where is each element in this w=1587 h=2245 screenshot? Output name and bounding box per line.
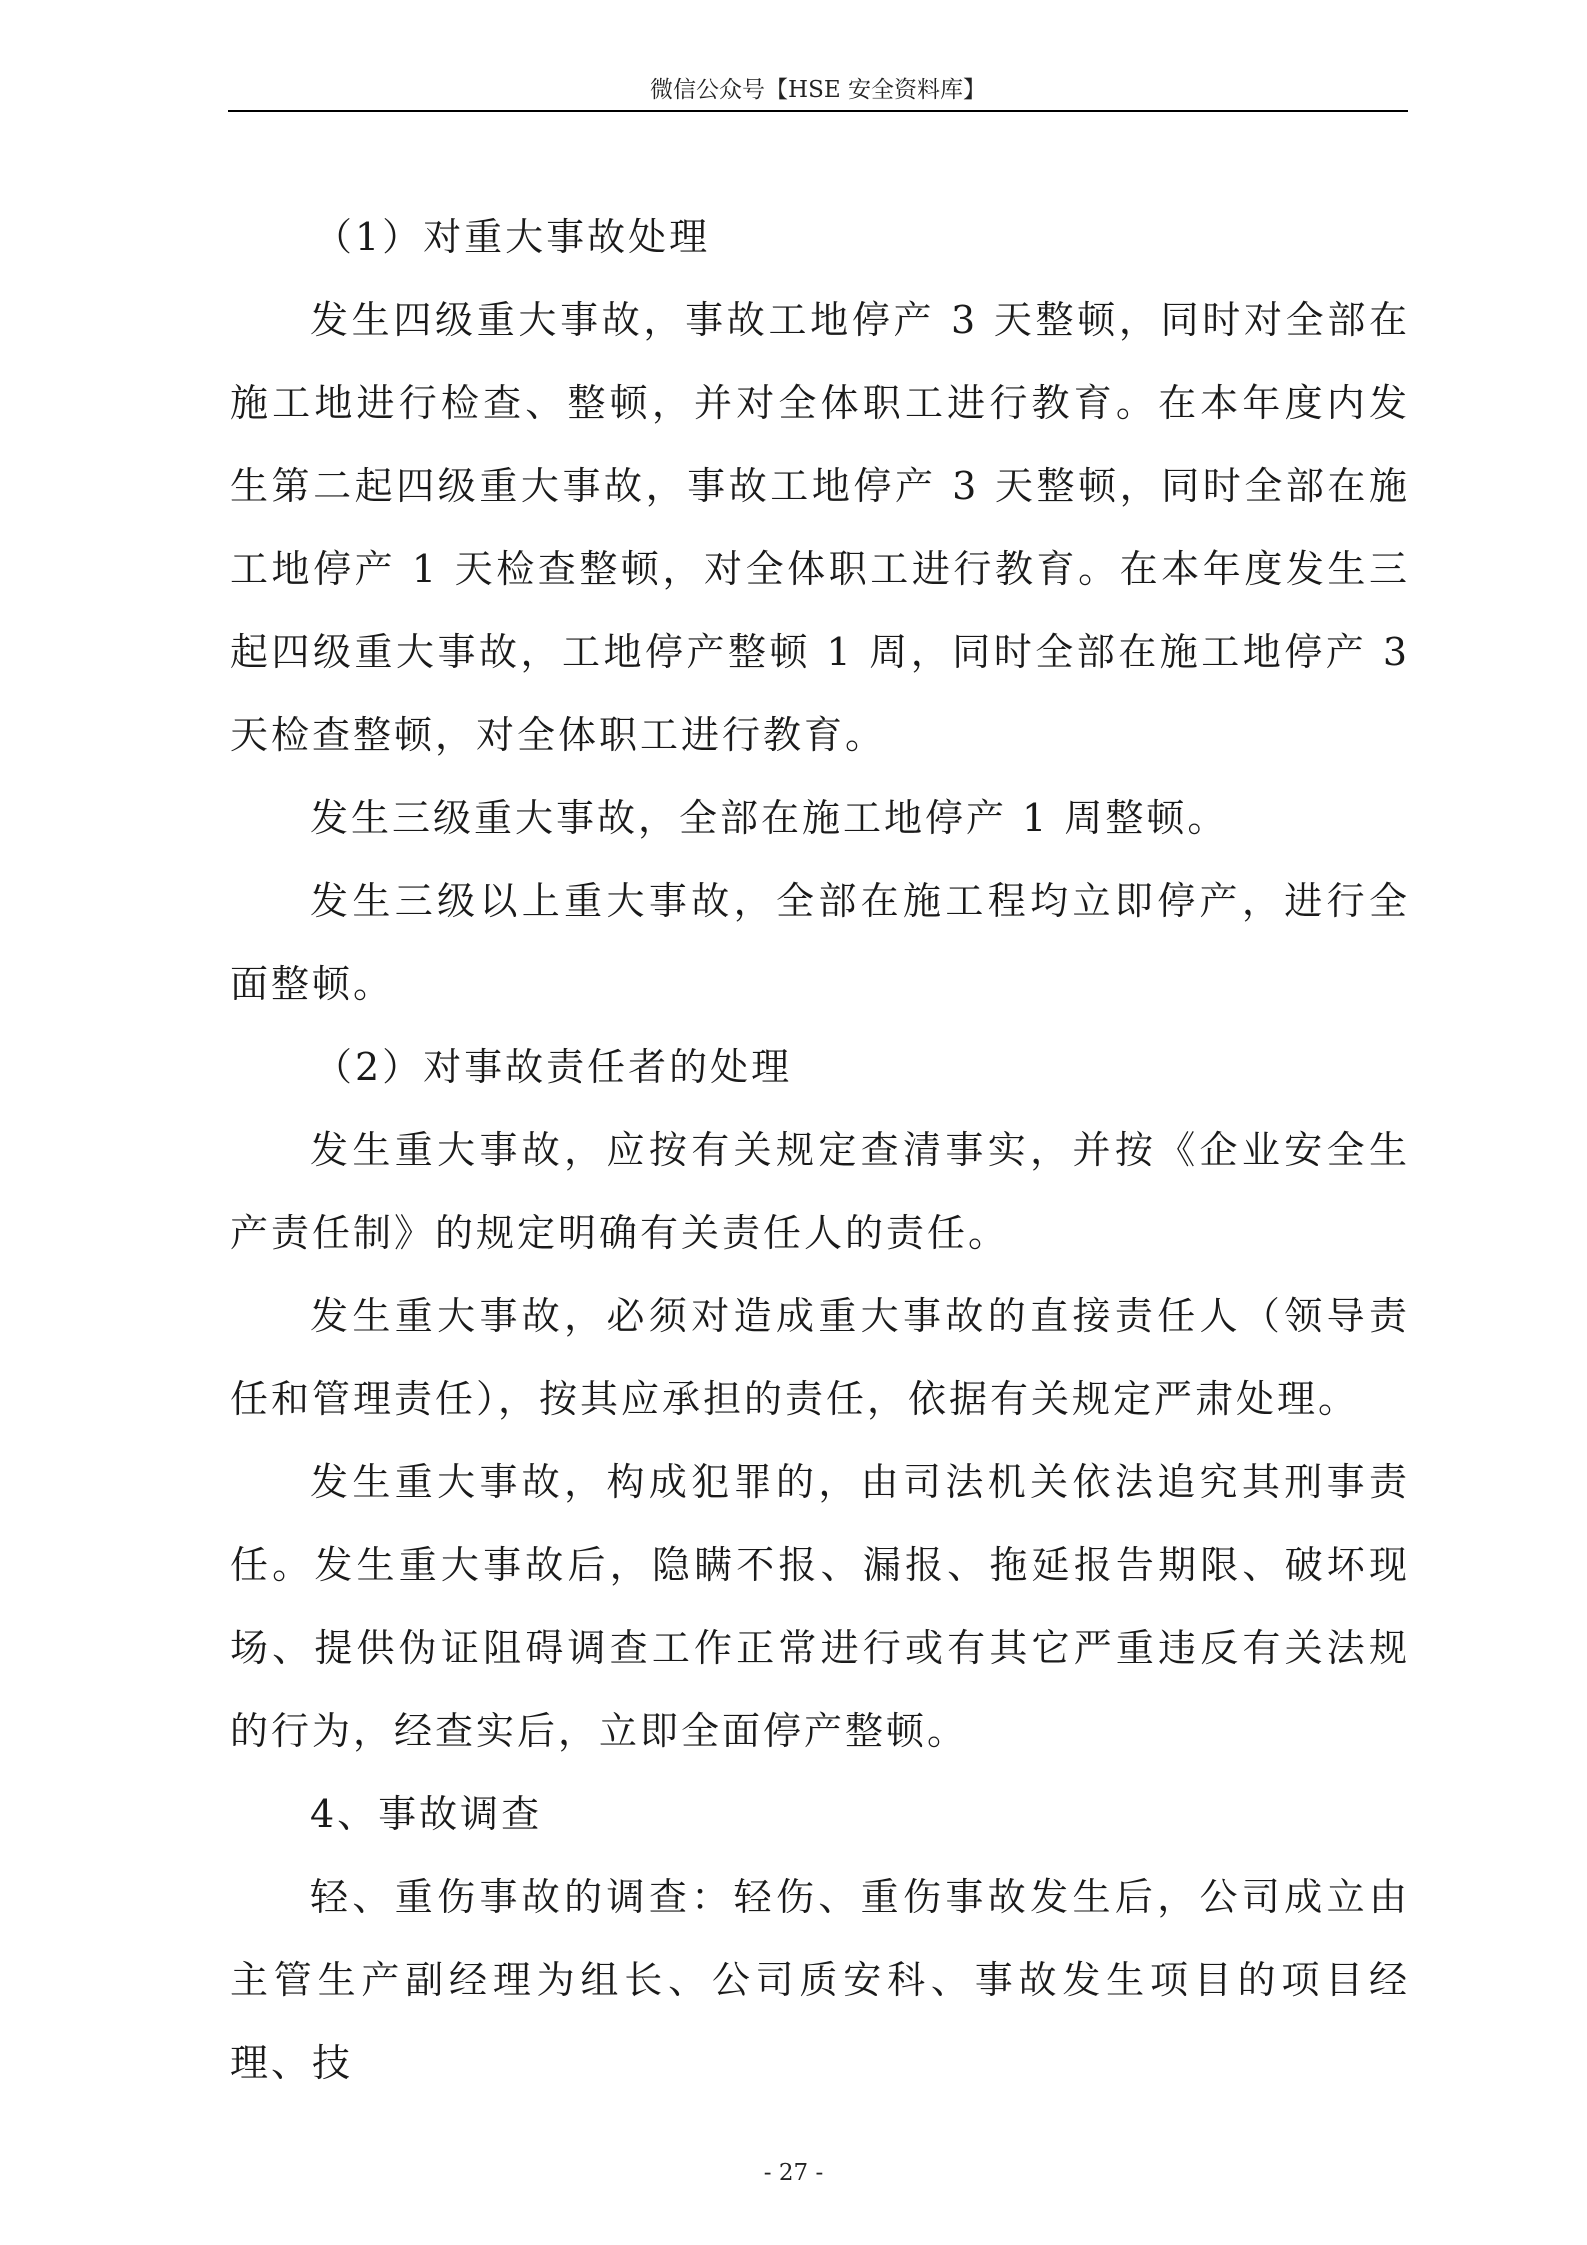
paragraph-level-four-accident: 发生四级重大事故，事故工地停产 3 天整顿，同时对全部在施工地进行检查、整顿，并对全体职工进行教育。在本年度内发生第二起四级重大事故，事故工地停产 3 天整顿，同时全部在施工地停产 1 天检查整顿，对全体职工进行教育。在本年度发生三起四级重大事故，工地停产整顿 1 周，同时全部在施工地停产 3 天检查整顿，对全体职工进行教育。 xyxy=(230,298,1410,757)
section-heading-major-accident-handling: （1）对重大事故处理 xyxy=(314,215,711,259)
document-body xyxy=(230,196,1410,2105)
paragraph-direct-responsible-person: 发生重大事故，必须对造成重大事故的直接责任人（领导责任和管理责任），按其应承担的责任，依据有关规定严肃处理。 xyxy=(230,1294,1410,1421)
section-heading-accident-investigation: 4、事故调查 xyxy=(310,1792,543,1836)
section-heading-responsible-party-handling: （2）对事故责任者的处理 xyxy=(314,1045,793,1089)
paragraph-injury-accident-investigation: 轻、重伤事故的调查：轻伤、重伤事故发生后，公司成立由主管生产副经理为组长、公司质安科、事故发生项目的项目经理、技 xyxy=(230,1875,1410,2085)
paragraph-determine-responsibility: 发生重大事故，应按有关规定查清事实，并按《企业安全生产责任制》的规定明确有关责任人的责任。 xyxy=(230,1128,1410,1255)
header-divider xyxy=(228,110,1408,112)
page-header: 微信公众号【HSE 安全资料库】 xyxy=(650,77,986,103)
page-number: - 27 - xyxy=(763,2160,824,2186)
paragraph-above-level-three-accident: 发生三级以上重大事故，全部在施工程均立即停产，进行全面整顿。 xyxy=(230,879,1410,1006)
paragraph-criminal-liability: 发生重大事故，构成犯罪的，由司法机关依法追究其刑事责任。发生重大事故后，隐瞒不报、漏报、拖延报告期限、破坏现场、提供伪证阻碍调查工作正常进行或有其它严重违反有关法规的行为，经查实后，立即全面停产整顿。 xyxy=(230,1460,1410,1753)
paragraph-level-three-accident: 发生三级重大事故，全部在施工地停产 1 周整顿。 xyxy=(310,796,1229,840)
